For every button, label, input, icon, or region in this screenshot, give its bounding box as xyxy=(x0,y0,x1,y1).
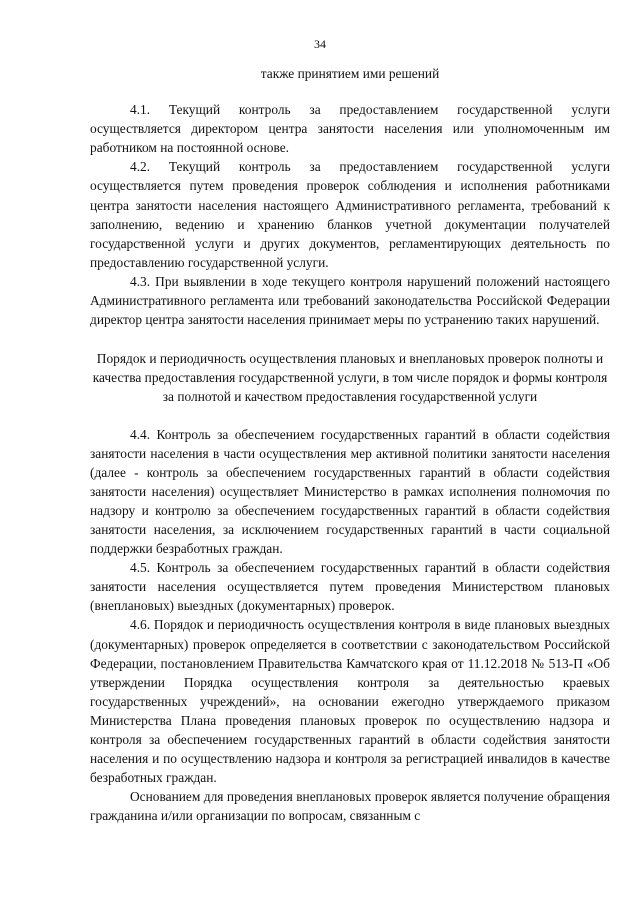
paragraph-4-6: 4.6. Порядок и периодичность осуществления контроля в виде плановых выездных (документарных) проверок определяется в соответствии с законодательством Российской Федерации, постановлением Правительства Камчатского края от 11.12.2018 № 513-П «Об утверждении Порядка осуществления контроля за деятельностью краевых государственных учреждений», на основании ежегодно утверждаемого приказом Министерства Плана проведения плановых проверок по осуществлению надзора и контроля за обеспечением государственных гарантий в области содействия занятости населения и по осуществлению надзора и контроля за регистрацией инвалидов в качестве безработных граждан. xyxy=(90,617,610,786)
spacer xyxy=(90,329,610,349)
paragraph-4-5: 4.5. Контроль за обеспечением государственных гарантий в области содействия занятости населения осуществляется путем проведения Министерством плановых (внеплановых) выездных (документарных) проверок. xyxy=(90,560,610,614)
document-body xyxy=(90,64,610,825)
paragraph-4-1: 4.1. Текущий контроль за предоставлением государственной услуги осуществляется директором центра занятости населения или уполномоченным им работником на постоянной основе. xyxy=(90,102,610,156)
spacer xyxy=(90,83,610,100)
page-number: 34 xyxy=(314,37,326,51)
paragraph-4-2: 4.2. Текущий контроль за предоставлением государственной услуги осуществляется путем проведения проверок соблюдения и исполнения работниками центра занятости населения настоящего Административного регламента, требований к заполнению, ведению и хранению бланков учетной документации получателей государственной услуги и других документов, регламентирующих деятельность по предоставлению государственной услуги. xyxy=(90,159,610,270)
spacer xyxy=(90,407,610,425)
paragraph-basis: Основанием для проведения внеплановых проверок является получение обращения гражданина и/или организации по вопросам, связанным с xyxy=(90,789,610,824)
section-heading-continuation: также принятием ими решений xyxy=(260,66,440,81)
section-heading: Порядок и периодичность осуществления плановых и внеплановых проверок полноты и качества предоставления государственной услуги, в том числе порядок и формы контроля за полнотой и качеством предоставления государственной услуги xyxy=(92,351,608,405)
paragraph-4-4: 4.4. Контроль за обеспечением государственных гарантий в области содействия занятости населения в части осуществления мер активной политики занятости населения (далее - контроль за обеспечением государственных гарантий в области содействия занятости населения) осуществляет Министерство в рамках исполнения полномочия по надзору и контролю за обеспечением государственных гарантий в области содействия занятости населения, за исключением государственных гарантий в части социальной поддержки безработных граждан. xyxy=(90,426,610,557)
paragraph-4-3: 4.3. При выявлении в ходе текущего контроля нарушений положений настоящего Административного регламента или требований законодательства Российской Федерации директор центра занятости населения принимает меры по устранению таких нарушений. xyxy=(90,273,610,328)
